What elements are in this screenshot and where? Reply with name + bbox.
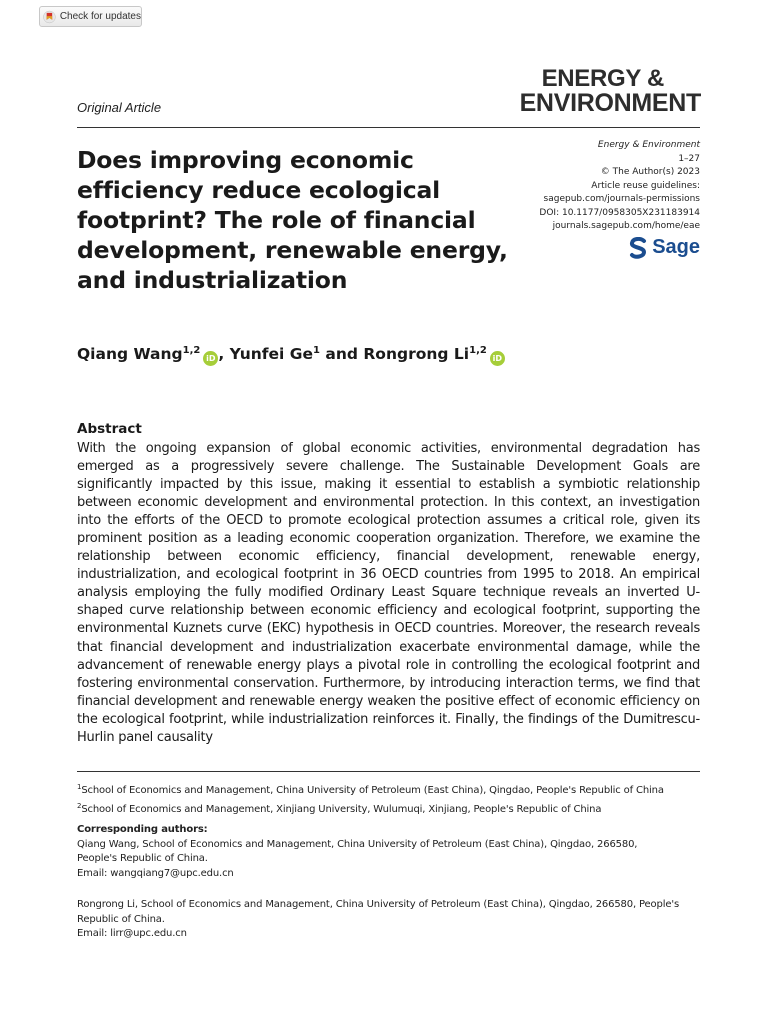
sage-logo[interactable]: [629, 236, 700, 259]
abstract-body: With the ongoing expansion of global economic activities, environmental degradation has emerged as a progressively severe challenge. The Sustainable Development Goals are significantly impacted by this issue, making it essential to establish a symbiotic relationship between economic development and environmental protection. In this context, an investigation into the efforts of the OECD to promote ecological protection assumes a critical role, given its prominent position as a leading economic cooperation organization. Therefore, we examine the relationship between economic efficiency, financial development, renewable energy, industrialization, and ecological footprint in 36 OECD countries from 1995 to 2018. An empirical analysis employing the fully modified Ordinary Least Square technique reveals an inverted U-shaped curve relationship between economic efficiency and ecological footprint, supporting the environmental Kuznets curve (EKC) hypothesis in OECD countries. Moreover, the research reveals that financial development and industrialization exacerbate environmental damage, while the advancement of renewable energy plays a pivotal role in controlling the ecological footprint and fostering environmental conservation. Furthermore, by introducing interaction terms, we find that financial development and renewable energy weaken the positive effect of economic efficiency on the ecological footprint, while industrialization reinforces it. Finally, the findings of the Dumitrescu-Hurlin panel causality: [77, 441, 700, 745]
corresponding-author-1-address: Qiang Wang, School of Economics and Management, China University of Petroleum (East China), Qingdao, 266580,: [77, 838, 638, 850]
orcid-icon[interactable]: iD: [490, 351, 505, 366]
affiliation-mark: 2: [77, 801, 82, 810]
orcid-icon[interactable]: iD: [203, 351, 218, 366]
author-name: Rongrong Li: [363, 345, 470, 363]
author-affiliation-mark: 1,2: [182, 345, 201, 356]
meta-pages: 1–27: [678, 153, 700, 164]
check-for-updates-button[interactable]: [39, 6, 142, 27]
footnote-spacer: [77, 881, 717, 898]
abstract-heading: Abstract: [77, 421, 142, 437]
corresponding-author-2-address-cont: Republic of China.: [77, 913, 165, 925]
meta-homepage-link[interactable]: journals.sagepub.com/home/eae: [552, 221, 700, 231]
footnote-divider: [77, 771, 700, 772]
article-title: Does improving economic efficiency reduce ecological footprint? The role of financial development, renewable energy, and industrialization: [77, 146, 508, 294]
affiliation-2: [77, 799, 717, 818]
sage-logo-text: Sage: [652, 236, 700, 258]
crossmark-icon: [43, 10, 56, 24]
meta-copyright: © The Author(s) 2023: [600, 167, 700, 177]
meta-permissions-link[interactable]: sagepub.com/journals-permissions: [543, 194, 700, 204]
article-metadata: [500, 139, 700, 234]
affiliation-text: School of Economics and Management, Xinjiang University, Wulumuqi, Xinjiang, People's Republic of China: [81, 803, 602, 815]
meta-journal-name: Energy & Environment: [597, 140, 700, 150]
corresponding-author-2-email[interactable]: Email: lirr@upc.edu.cn: [77, 928, 187, 939]
affiliation-1: [77, 780, 717, 799]
affiliation-text: School of Economics and Management, China University of Petroleum (East China), Qingdao, People's Republic of China: [81, 785, 664, 796]
author-list: Qiang Wang$^{1,2}$iD , Yunfei Ge$^1$ and Rongrong Li$^{1,2}$iD: [77, 345, 505, 366]
author-name: Qiang Wang: [77, 345, 183, 363]
corresponding-author-1-address-cont: People's Republic of China.: [77, 853, 208, 864]
meta-reuse-label: Article reuse guidelines:: [591, 180, 700, 191]
author-conjunction: and: [325, 345, 358, 363]
header-divider: [77, 127, 700, 128]
corresponding-author-2-address: Rongrong Li, School of Economics and Management, China University of Petroleum (East China), Qingdao, 266580, People's: [77, 899, 680, 910]
author-affiliation-mark: 1,2: [469, 345, 487, 356]
affiliation-mark: 1: [77, 783, 82, 791]
journal-logo-line1: ENERGY &: [541, 65, 665, 92]
check-for-updates-label: Check for updates: [59, 11, 141, 22]
corresponding-author-1-email[interactable]: Email: wangqiang7@upc.edu.cn: [77, 867, 234, 879]
author-affiliation-mark: 1: [313, 345, 320, 356]
footnotes: [77, 780, 717, 942]
meta-doi[interactable]: DOI: 10.1177/0958305X231183914: [539, 207, 700, 218]
author-name: Yunfei Ge: [229, 345, 313, 363]
sage-s-icon: [629, 237, 647, 259]
journal-logo[interactable]: [520, 66, 701, 116]
journal-logo-line2: ENVIRONMENT: [519, 89, 701, 117]
corresponding-authors-heading: Corresponding authors:: [77, 824, 208, 835]
article-type: Original Article: [77, 100, 162, 115]
